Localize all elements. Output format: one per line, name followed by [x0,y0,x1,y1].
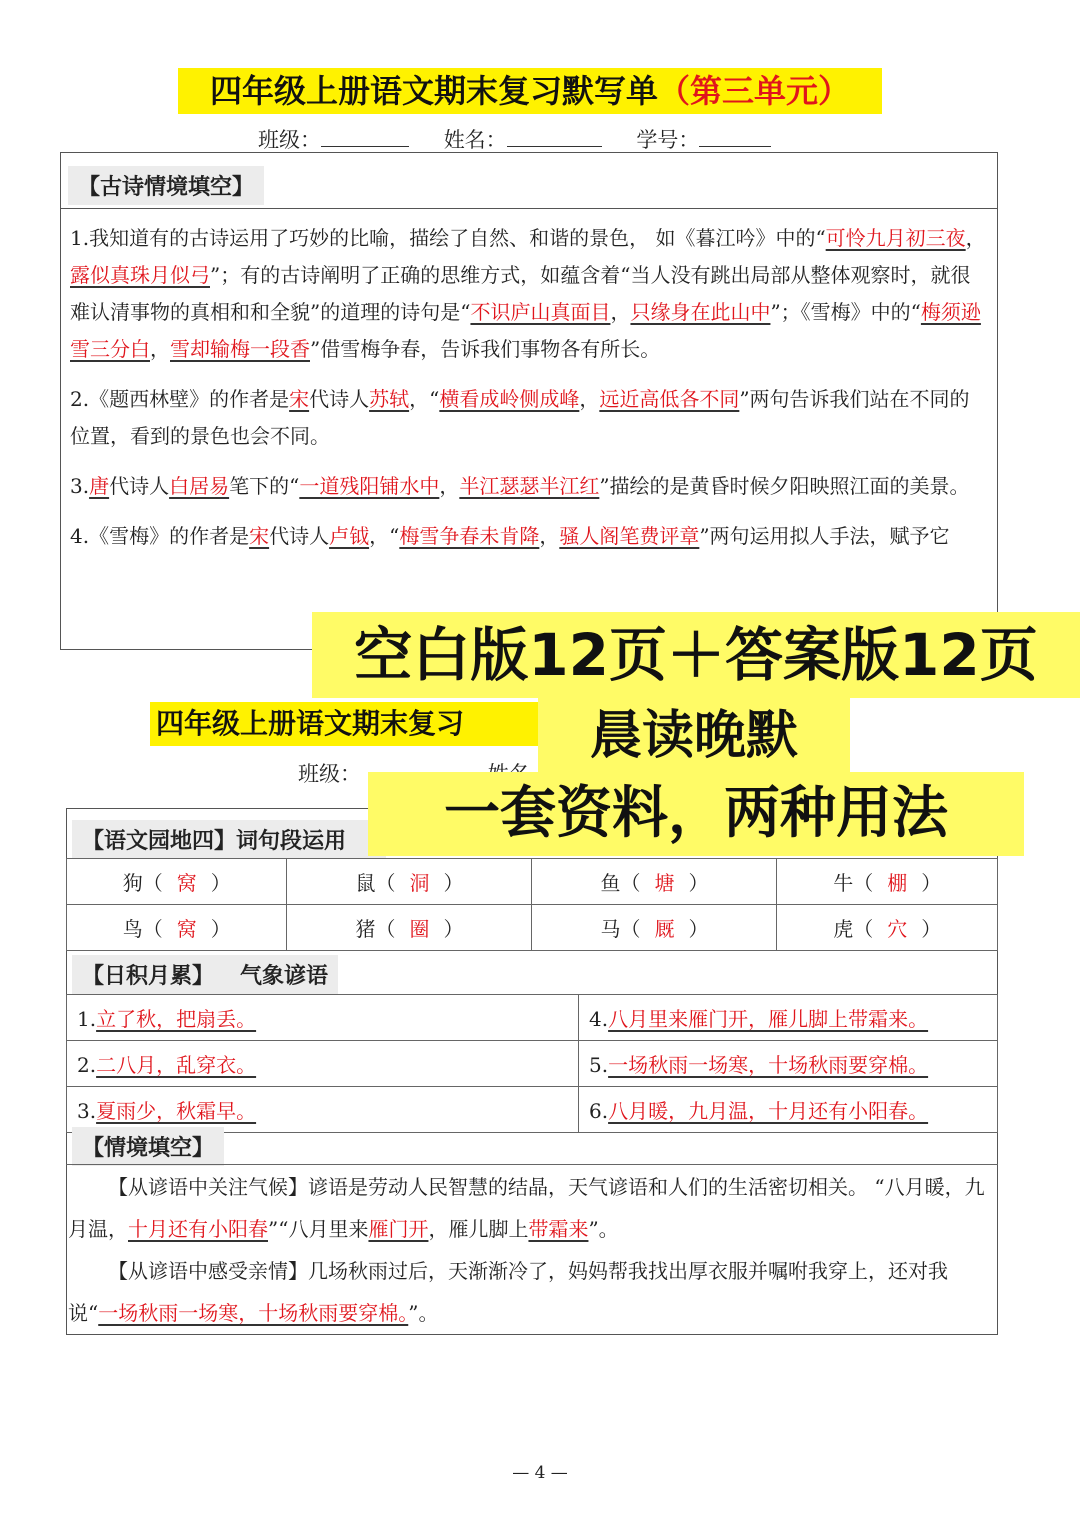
answer: 骚人阁笔费评章 [559,524,700,548]
proverb-table [66,994,998,1133]
paragraph-family: 【从谚语中感受亲情】几场秋雨过后，天渐渐冷了，妈妈帮我找出厚衣服并嘱咐我穿上，还对我说“一场秋雨一场寒，十场秋雨要穿棉。”。 [68,1259,948,1325]
table-cell: 鸟（ 窝 ） [67,905,287,951]
section-poetry: 【古诗情境填空】 [68,166,264,205]
answer: 雁门开 [368,1217,429,1241]
table-row [67,1087,998,1133]
context-divider [66,1164,998,1165]
answer: 雪却输梅一段香 [170,337,310,361]
proverb-cell: 4.八月里来雁门开，雁儿脚上带霜来。 [579,995,998,1041]
doc1-title-suffix: （第三单元） [658,72,851,110]
doc1-title-main: 四年级上册语文期末复习默写单 [209,72,658,110]
table-cell: 虎（ 穴 ） [777,905,998,951]
answer: 半江瑟瑟半江红 [459,474,600,498]
proverb-cell: 3.夏雨少，秋霜早。 [67,1087,579,1133]
answer: 带霜来 [528,1217,589,1241]
table-cell: 鼠（ 洞 ） [287,859,532,905]
answer: 一场秋雨一场寒，十场秋雨要穿棉。 [98,1301,409,1325]
name-label: 姓名： [443,128,507,152]
table-row [67,995,998,1041]
class-field[interactable] [321,146,409,147]
answer: 可怜九月初三夜 [825,226,966,250]
table-row [67,859,998,905]
answer: 卢钺 [329,524,370,548]
answer: 一道残阳铺水中 [299,474,440,498]
proverb-cell: 6.八月暖，九月温，十月还有小阳春。 [579,1087,998,1133]
table-row [67,1041,998,1087]
proverb-cell: 1.立了秋，把扇丢。 [67,995,579,1041]
section-daily-accumulation: 【日积月累】 气象谚语 [72,955,338,994]
page-number: — 4 — [512,1463,568,1483]
paragraph-climate: 【从谚语中关注气候】谚语是劳动人民智慧的结晶，天气谚语和人们的生活密切相关。 “八月暖，九月温，十月还有小阳春”“八月里来雁门开，雁儿脚上带霜来”。 [68,1175,985,1241]
doc1-title [178,68,882,114]
doc2-title: 四年级上册语文期末复习 [150,702,576,746]
answer: 苏轼 [369,387,410,411]
answer: 只缘身在此山中 [630,300,771,324]
answer: 宋 [249,524,270,548]
question-2: 2.《题西林壁》的作者是宋代诗人苏轼，“横看成岭侧成峰，远近高低各不同”两句告诉我们站在不同的位置，看到的景色也会不同。 [70,387,970,448]
animal-home-table [66,858,998,951]
promo-banner-line2: 晨读晚默 [538,698,850,774]
answer: 唐 [89,474,110,498]
answer: 横看成岭侧成峰 [439,387,580,411]
answer: 宋 [289,387,310,411]
answer: 梅须逊雪三分白 [70,300,981,361]
proverb-cell: 2.二八月，乱穿衣。 [67,1041,579,1087]
promo-banner-line3: 一套资料，两种用法 [368,772,1024,856]
number-label: 学号： [636,128,700,152]
doc1-fields [258,124,771,154]
answer: 露似真珠月似弓 [70,263,210,287]
poetry-questions [70,220,986,555]
doc1-header-divider [60,208,998,209]
question-1: 1.我知道有的古诗运用了巧妙的比喻，描绘了自然、和谐的景色， 如《暮江吟》中的“可怜九月初三夜，露似真珠月似弓”；有的古诗阐明了正确的思维方式，如蕴含着“当人没有跳出局部从整体观察时，就很难认清事物的真相和和全貌”的道理的诗句是“不识庐山真面目，只缘身在此山中”；《雪梅》中的“梅须逊雪三分白，雪却输梅一段香”借雪梅争春，告诉我们事物各有所长。 [70,226,986,361]
context-paragraphs [68,1166,988,1334]
name-field[interactable] [507,146,602,147]
answer: 梅雪争春未肯降 [399,524,540,548]
section-chinese-garden: 【语文园地四】词句段运用 [72,820,386,859]
table-cell: 牛（ 棚 ） [777,859,998,905]
table-cell: 猪（ 圈 ） [287,905,532,951]
answer: 远近高低各不同 [599,387,740,411]
section-context-fill: 【情境填空】 [72,1127,224,1166]
number-field[interactable] [699,146,771,147]
doc2-class-label: 班级： [298,762,361,786]
table-row [67,905,998,951]
question-4: 4.《雪梅》的作者是宋代诗人卢钺，“梅雪争春未肯降，骚人阁笔费评章”两句运用拟人手法，赋予它 [70,524,950,548]
table-cell: 鱼（ 塘 ） [532,859,777,905]
answer: 不识庐山真面目 [470,300,611,324]
question-3: 3.唐代诗人白居易笔下的“一道残阳铺水中，半江瑟瑟半江红”描绘的是黄昏时候夕阳映照江面的美景。 [70,474,970,498]
table-cell: 马（ 厩 ） [532,905,777,951]
table-cell: 狗（ 窝 ） [67,859,287,905]
proverb-cell: 5.一场秋雨一场寒，十场秋雨要穿棉。 [579,1041,998,1087]
class-label: 班级： [258,128,321,152]
promo-banner-line1: 空白版12页＋答案版12页 [312,612,1080,698]
answer: 白居易 [169,474,230,498]
answer: 十月还有小阳春 [128,1217,268,1241]
